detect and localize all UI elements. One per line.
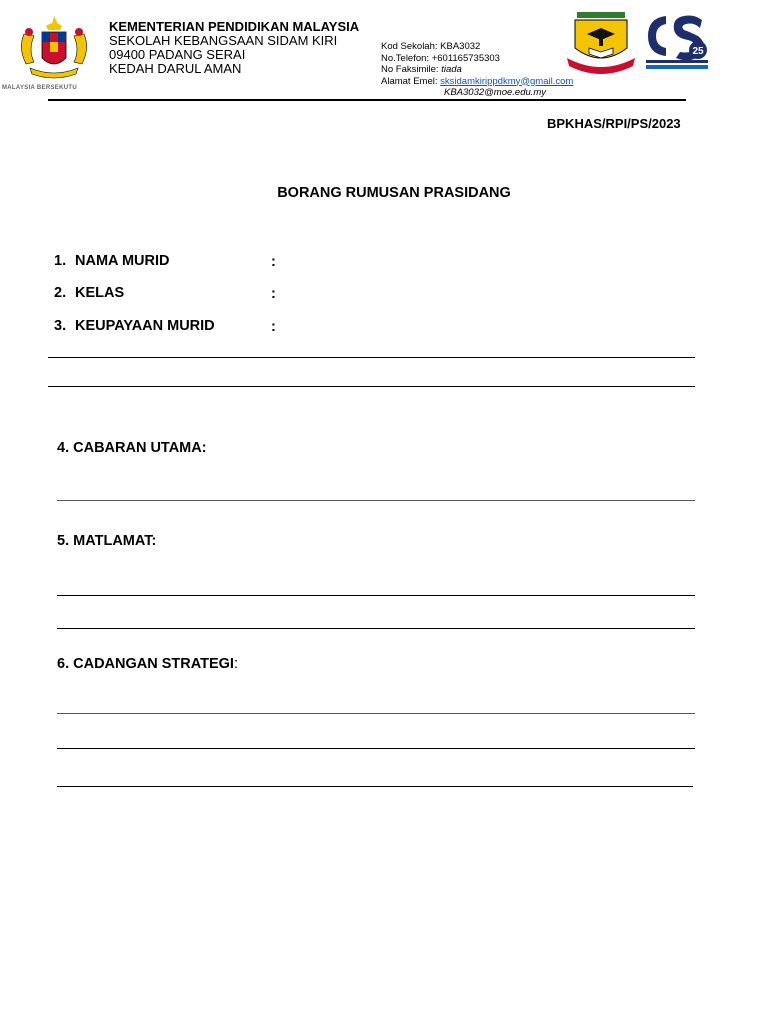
field-colon: :: [271, 254, 276, 270]
write-line[interactable]: [48, 357, 695, 358]
contact-info: [381, 41, 573, 99]
field-colon: :: [271, 286, 276, 302]
phone-row: No.Telefon: +601165735303: [381, 52, 500, 64]
section-matlamat: 5. MATLAMAT:: [57, 533, 157, 549]
write-line[interactable]: [57, 713, 695, 714]
crest-caption: MALAYSIA BERSEKUTU: [2, 85, 77, 91]
write-line[interactable]: [48, 386, 695, 387]
school-logo-icon: [565, 10, 637, 74]
school-code: KBA3032: [440, 41, 481, 52]
write-line[interactable]: [57, 748, 695, 749]
form-title: BORANG RUMUSAN PRASIDANG: [277, 185, 511, 201]
cs-25-logo-icon: [644, 10, 710, 72]
email-secondary: KBA3032@moe.edu.my: [444, 87, 547, 98]
cs-logo-number: 25: [692, 46, 704, 57]
ministry-name: KEMENTERIAN PENDIDIKAN MALAYSIA: [109, 19, 360, 34]
fax-number: tiada: [441, 64, 462, 75]
field-colon: :: [271, 319, 276, 335]
header-divider: [48, 99, 686, 101]
write-line[interactable]: [57, 628, 695, 629]
field-label: KELAS: [75, 285, 125, 301]
section-cadangan-strategi: 6. CADANGAN STRATEGI:: [57, 656, 238, 672]
email-row: Alamat Emel: sksidamkirippdkmy@gmail.com: [381, 75, 574, 87]
malaysia-coat-of-arms-icon: [16, 14, 92, 80]
field-label: KEUPAYAAN MURID: [75, 318, 215, 334]
phone-number: +601165735303: [431, 52, 500, 64]
section-cabaran-utama: 4. CABARAN UTAMA:: [57, 440, 207, 456]
school-code-row: Kod Sekolah: KBA3032: [381, 41, 481, 52]
write-line[interactable]: [57, 595, 695, 596]
reference-code: BPKHAS/RPI/PS/2023: [547, 116, 681, 131]
school-name: SEKOLAH KEBANGSAAN SIDAM KIRI: [109, 33, 338, 48]
write-line[interactable]: [57, 786, 693, 787]
address-line-1: 09400 PADANG SERAI: [109, 47, 246, 62]
school-info: [109, 20, 359, 76]
field-label: NAMA MURID: [75, 253, 170, 269]
email-link[interactable]: sksidamkirippdkmy@gmail.com: [440, 75, 574, 87]
field-kelas: 2. KELAS: [54, 285, 125, 301]
field-nama-murid: 1. NAMA MURID: [54, 253, 170, 269]
address-line-2: KEDAH DARUL AMAN: [109, 61, 242, 76]
write-line[interactable]: [57, 500, 695, 501]
fax-row: No Faksimile: tiada: [381, 64, 462, 75]
field-keupayaan-murid: 3. KEUPAYAAN MURID: [54, 318, 215, 334]
